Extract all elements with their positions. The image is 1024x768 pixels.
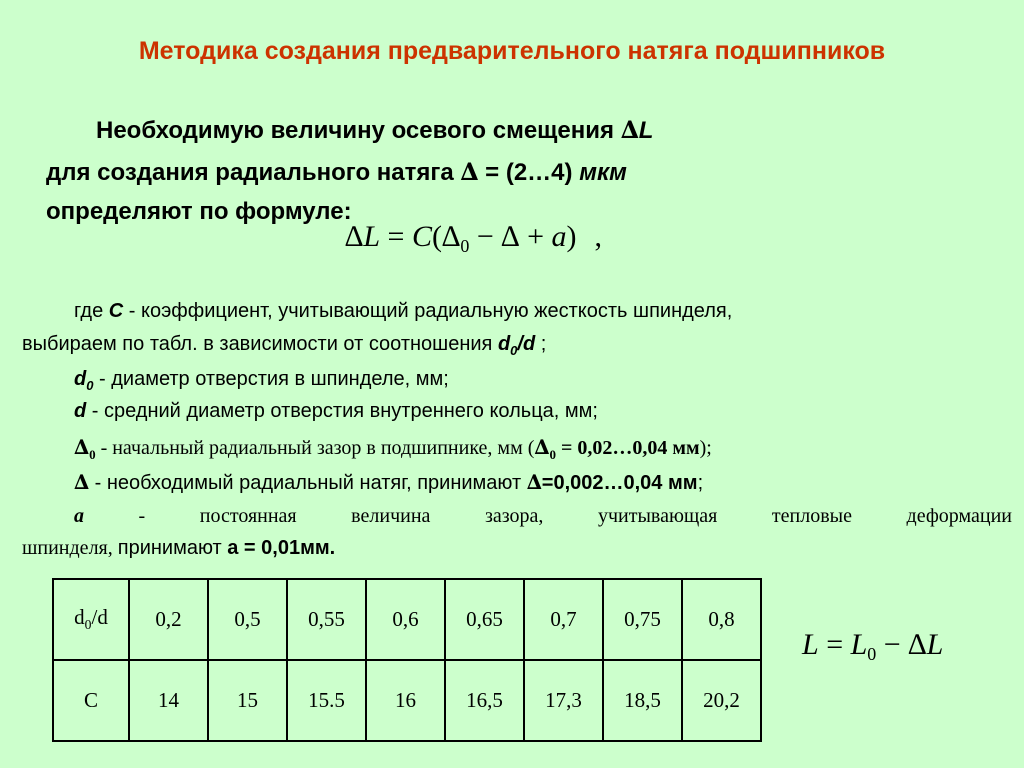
def-d-var: d (74, 400, 87, 422)
formula2-equals: = (818, 628, 851, 661)
formula-C: C (411, 220, 432, 253)
def-d0-line (74, 368, 449, 393)
ratio-sub0: 0 (510, 343, 518, 358)
table-cell-ratio: 0,75 (603, 579, 682, 660)
formula-open: (∆ (431, 220, 461, 253)
def-c-var: С (108, 300, 124, 322)
def-c2-end: ; (535, 333, 547, 355)
def-c-line-2 (22, 333, 546, 358)
table-cell-coefficient: 20,2 (682, 660, 761, 741)
formula-equals: = (380, 220, 412, 253)
delta-symbol: ∆ (620, 115, 639, 144)
def-a2-value: а = 0,01мм. (227, 537, 336, 559)
formula-L: L (363, 220, 381, 253)
def-delta-text: - необходимый радиальный натяг, принимают (89, 472, 527, 494)
table-row-coefficient (53, 660, 761, 741)
intro-line-2-text: для создания радиального натяга (46, 159, 461, 186)
def-a2-accept: принимают (117, 537, 228, 559)
delta-value: =0,002…0,04 мм (541, 472, 698, 494)
table-cell-coefficient: 15.5 (287, 660, 366, 741)
def-delta0-line (74, 435, 712, 463)
formula2-L0: L (850, 628, 868, 661)
formula-sub0: 0 (460, 236, 470, 256)
formula-delta-L (345, 220, 602, 257)
def-a-var: а (74, 505, 84, 527)
def-d0-var: d (74, 368, 87, 390)
def-c-line-1 (74, 300, 732, 323)
coefficient-table (52, 578, 762, 742)
def-a-text: - постоянная величина зазора, учитывающая тепловые деформации (84, 505, 1012, 527)
def-a2-text: шпинделя, (22, 537, 118, 559)
def-a-line-2 (22, 537, 335, 560)
formula2-L: L (802, 628, 819, 661)
def-c2-text: выбираем по табл. в зависимости от соотношения (22, 333, 498, 355)
table-header-coefficient: C (53, 660, 129, 741)
table-cell-ratio: 0,65 (445, 579, 524, 660)
delta-symbol: ∆ (74, 470, 90, 494)
table-cell-coefficient: 18,5 (603, 660, 682, 741)
table-cell-ratio: 0,6 (366, 579, 445, 660)
ratio-label-sub: 0 (84, 617, 92, 633)
def-c-where: где (74, 300, 109, 322)
formula2-L2: L (926, 628, 944, 661)
table-row-ratio (53, 579, 761, 660)
def-delta0-text: - начальный радиальный зазор в подшипнике, мм ( (95, 437, 535, 459)
ratio-tail: /d (517, 333, 536, 355)
table-cell-ratio: 0,55 (287, 579, 366, 660)
table-cell-ratio: 0,2 (129, 579, 208, 660)
intro-line-1-text: Необходимую величину осевого смещения (96, 117, 621, 144)
formula-a: a (551, 220, 567, 253)
delta0-value-sub: 0 (549, 447, 556, 462)
def-delta0-end: ); (699, 437, 712, 459)
formula-comma: , (594, 220, 603, 253)
table-cell-coefficient: 16 (366, 660, 445, 741)
table-cell-coefficient: 16,5 (445, 660, 524, 741)
formula2-sub0: 0 (867, 644, 877, 664)
ratio-d: d (497, 333, 511, 355)
table-cell-ratio: 0,5 (208, 579, 287, 660)
delta0-value: = 0,02…0,04 мм (555, 437, 700, 459)
def-a-line-1 (74, 505, 1012, 528)
delta0-value-symbol: ∆ (534, 435, 550, 459)
formula-L (802, 628, 943, 665)
def-d0-sub: 0 (86, 378, 94, 393)
delta0-symbol: ∆ (74, 435, 90, 459)
ratio-label-d: d (74, 605, 85, 630)
def-d-line (74, 400, 598, 423)
def-d-text: - средний диаметр отверстия внутреннего кольца, мм; (86, 400, 598, 422)
page-title: Методика создания предварительного натяга подшипников (138, 37, 886, 65)
unit-micrometer: мкм (579, 159, 627, 186)
formula-rest: − ∆ + (469, 220, 552, 253)
table-cell-coefficient: 17,3 (524, 660, 603, 741)
ratio-label-tail: /d (91, 605, 108, 630)
table-cell-coefficient: 14 (129, 660, 208, 741)
delta-value-symbol: ∆ (526, 470, 542, 494)
intro-line-1 (96, 110, 653, 151)
formula2-minus: − ∆ (876, 628, 927, 661)
def-d0-text: - диаметр отверстия в шпинделе, мм; (93, 368, 449, 390)
intro-line-2 (46, 152, 627, 193)
intro-line-3: определяют по формуле: (46, 198, 352, 225)
def-delta-end: ; (697, 472, 704, 494)
def-delta-line (74, 470, 703, 495)
delta0-sub: 0 (89, 447, 96, 462)
def-c-text: - коэффициент, учитывающий радиальную жесткость шпинделя, (123, 300, 733, 322)
table-cell-ratio: 0,7 (524, 579, 603, 660)
variable-L: L (638, 117, 654, 144)
preload-range: = (2…4) (478, 159, 580, 186)
table-header-ratio (53, 579, 129, 660)
delta-symbol: ∆ (460, 157, 479, 186)
formula-close: ) (566, 220, 577, 253)
formula-delta: ∆ (345, 220, 364, 253)
table-cell-ratio: 0,8 (682, 579, 761, 660)
table-cell-coefficient: 15 (208, 660, 287, 741)
